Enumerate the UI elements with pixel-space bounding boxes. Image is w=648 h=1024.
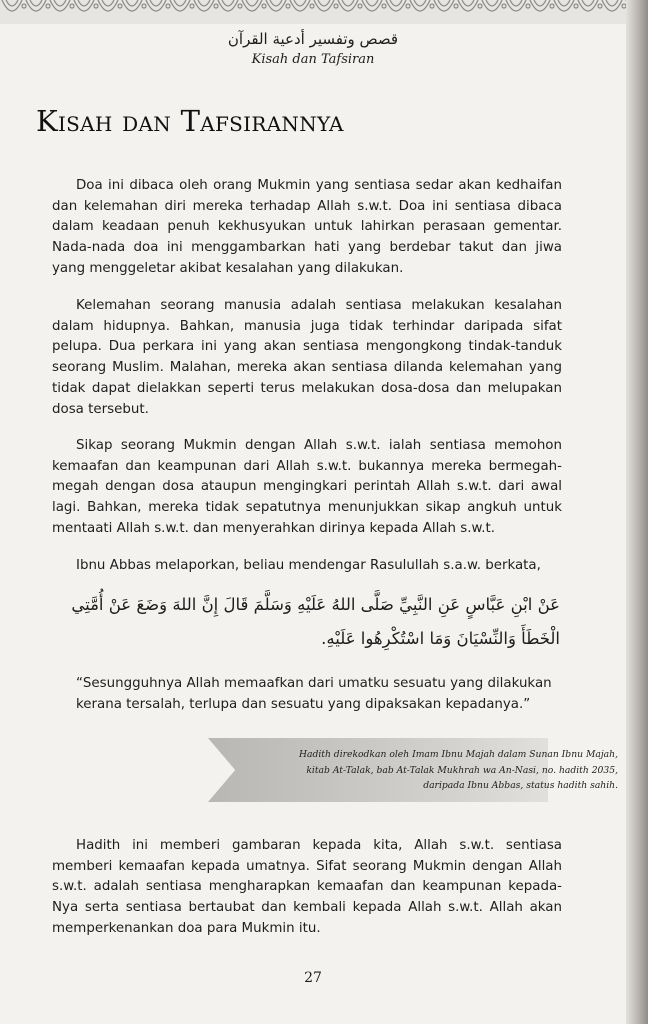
paragraph-4: Ibnu Abbas melaporkan, beliau mendengar Rasulullah s.a.w. berkata, bbox=[76, 558, 541, 573]
header-ornament-pattern bbox=[0, 0, 648, 24]
paragraph-2: Kelemahan seorang manusia adalah sentiasa melakukan kesalahan dalam hidupnya. Bahkan, manusia juga tidak terhindar daripada sifat pelupa. Dua perkara ini yang akan sentiasa mengongkong tindak-tanduk seorang Muslim. Malahan, mereka akan sentiasa dilanda kelemahan yang tidak dapat dielakkan seperti terus melakukan dosa-dosa dan melupakan dosa tersebut. bbox=[52, 298, 562, 417]
source-note-line: kitab At-Talak, bab At-Talak Mukhrah wa An-Nasi, no. hadith 2035, bbox=[306, 764, 618, 776]
page-number: 27 bbox=[304, 970, 322, 986]
hadith-translation: “Sesungguhnya Allah memaafkan dari umatku sesuatu yang dilakukan kerana tersalah, terlupa dan sesuatu yang dipaksakan kepadanya.” bbox=[76, 676, 552, 712]
section-title: Kisah dan Tafsirannya bbox=[36, 104, 344, 138]
source-note-line: Hadith direkodkan oleh Imam Ibnu Majah dalam Sunan Ibnu Majah, bbox=[298, 749, 618, 760]
closing-paragraph: Hadith ini memberi gambaran kepada kita, Allah s.w.t. sentiasa memberi kemaafan kepada umatnya. Sifat seorang Mukmin dengan Allah s.w.t. adalah sentiasa mengharapkan kemaafan dan keampunan kepada-Nya serta sentiasa bertaubat dan kembali kepada Allah s.w.t. Allah akan memperkenankan doa para Mukmin itu. bbox=[52, 838, 562, 936]
paragraph-3: Sikap seorang Mukmin dengan Allah s.w.t. ialah sentiasa memohon kemaafan dan keampunan dari Allah s.w.t. bukannya mereka bermegah-megah dengan dosa ataupun mengingkari perintah Allah s.w.t. dari awal lagi. Bahkan, mereka tidak sepatutnya menunjukkan sikap angkuh untuk mentaati Allah s.w.t. dan menyerahkan dirinya kepada Allah s.w.t. bbox=[52, 438, 562, 536]
hadith-arabic: عَنْ ابْنِ عَبَّاسٍ عَنِ النَّبِيِّ صَلَّى اللهُ عَلَيْهِ وَسَلَّمَ قَالَ إِنَّ اللهَ وَضَعَ عَنْ أُمَّتِي الْخَطَأَ وَالنِّسْيَانَ وَمَا اسْتُكْرِهُوا عَلَيْهِ. bbox=[71, 595, 560, 648]
page-edge-shadow bbox=[626, 0, 648, 1024]
source-note-line: daripada Ibnu Abbas, status hadith sahih. bbox=[423, 780, 618, 791]
running-header-latin: Kisah dan Tafsiran bbox=[251, 52, 375, 67]
paragraph-1: Doa ini dibaca oleh orang Mukmin yang sentiasa sedar akan kedhaifan dan kelemahan diri mereka terhadap Allah s.w.t. Doa ini sentiasa dibaca dalam keadaan penuh kekhusyukan untuk lahirkan perasaan gementar. Nada-nada doa ini menggambarkan hati yang berdebar takut dan jiwa yang menggeletar akibat kesalahan yang dilakukan. bbox=[52, 178, 562, 276]
running-header-arabic: قصص وتفسير أدعية القرآن bbox=[227, 30, 399, 48]
source-note bbox=[298, 747, 618, 794]
